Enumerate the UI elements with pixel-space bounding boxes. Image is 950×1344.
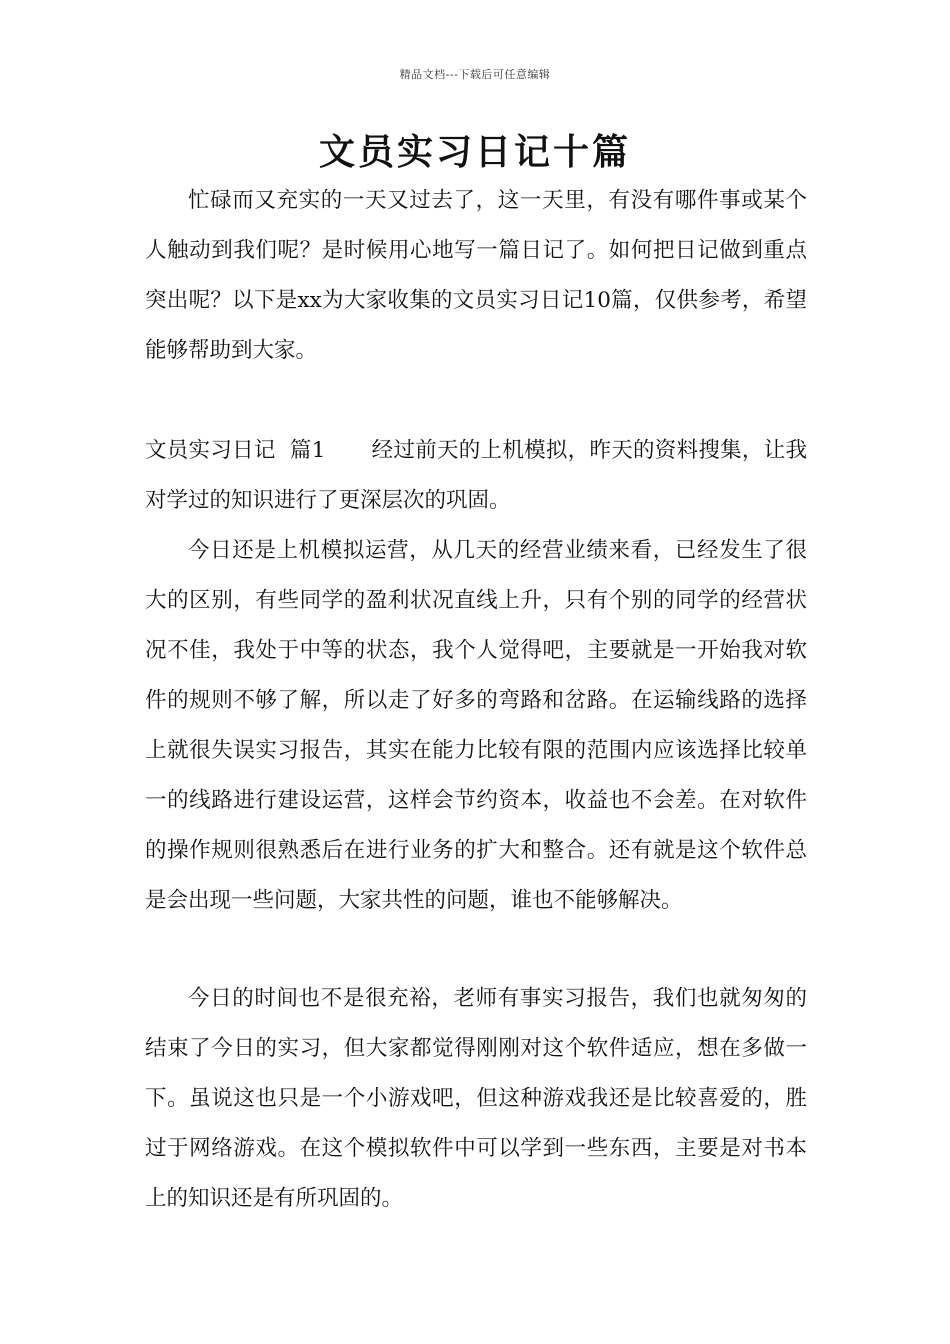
entry-1-opening: 经过前天的上机模拟，昨天的资料搜集，让我对学过的知识进行了更深层次的巩固。 [145, 438, 807, 513]
entry-1-first-paragraph [145, 426, 807, 526]
intro-paragraph: 忙碌而又充实的一天又过去了，这一天里，有没有哪件事或某个人触动到我们呢？是时候用心地写一篇日记了。如何把日记做到重点突出呢？以下是xx为大家收集的文员实习日记10篇，仅供参考，希望能够帮助到大家。 [145, 188, 807, 363]
entry-1-heading: 文员实习日记 篇1 [145, 438, 326, 463]
entry-1-paragraph-2: 今日还是上机模拟运营，从几天的经营业绩来看，已经发生了很大的区别，有些同学的盈利状况直线上升，只有个别的同学的经营状况不佳，我处于中等的状态，我个人觉得吧，主要就是一开始我对软件的规则不够了解，所以走了好多的弯路和岔路。在运输线路的选择上就很失误实习报告，其实在能力比较有限的范围内应该选择比较单一的线路进行建设运营，这样会节约资本，收益也不会差。在对软件的操作规则很熟悉后在进行业务的扩大和整合。还有就是这个软件总是会出现一些问题，大家共性的问题，谁也不能够解决。 [145, 538, 807, 913]
document-title: 文员实习日记十篇 [318, 131, 631, 173]
header-note: 精品文档---下载后可任意编辑 [399, 68, 551, 81]
entry-1-paragraph-3: 今日的时间也不是很充裕，老师有事实习报告，我们也就匆匆的结束了今日的实习，但大家都觉得刚刚对这个软件适应，想在多做一下。虽说这也只是一个小游戏吧，但这种游戏我还是比较喜爱的，胜过于网络游戏。在这个模拟软件中可以学到一些东西，主要是对书本上的知识还是有所巩固的。 [145, 986, 807, 1211]
